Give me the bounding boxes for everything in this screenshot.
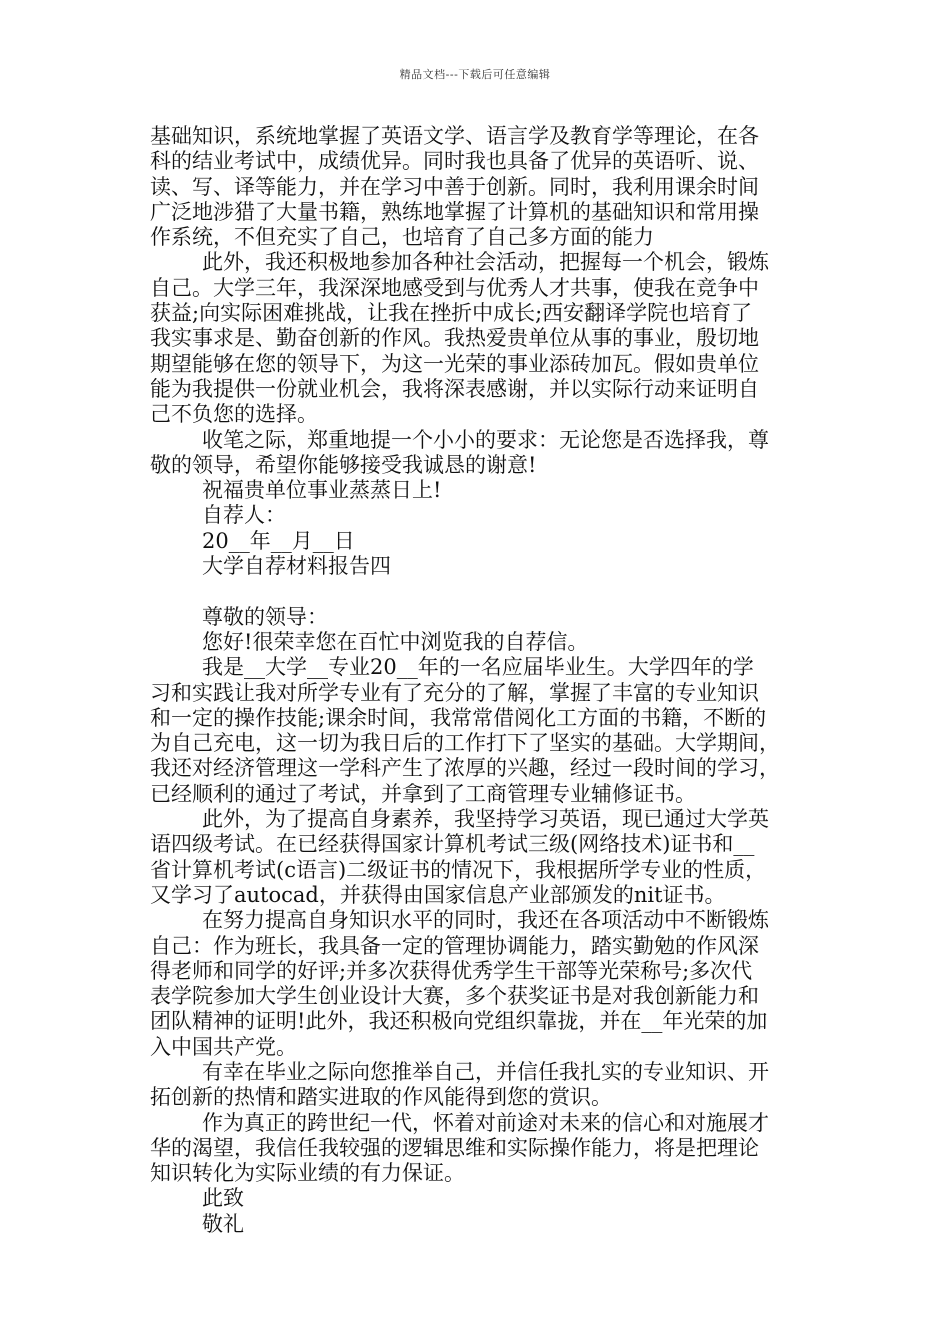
text-line: 科的结业考试中，成绩优异。同时我也具备了优异的英语听、说、	[150, 149, 759, 174]
document-body	[150, 124, 820, 1237]
text-line: 作系统，不但充实了自己，也培育了自己多方面的能力	[150, 225, 654, 250]
text-line: 在努力提高自身知识水平的同时，我还在各项活动中不断锻炼	[202, 908, 769, 933]
text-line: 此致	[202, 1186, 244, 1211]
text-line: 自己。大学三年，我深深地感受到与优秀人才共事，使我在竞争中	[150, 275, 759, 300]
text-line: 拓创新的热情和踏实进取的作风能得到您的赏识。	[150, 1085, 612, 1110]
text-line: 我实事求是、勤奋创新的作风。我热爱贵单位从事的事业，殷切地	[150, 326, 759, 351]
text-line: 此外，我还积极地参加各种社会活动，把握每一个机会，锻炼	[202, 250, 769, 275]
text-line: 己不负您的选择。	[150, 402, 318, 427]
text-line: 知识转化为实际业绩的有力保证。	[150, 1161, 465, 1186]
text-line: 作为真正的跨世纪一代，怀着对前途对未来的信心和对施展才	[202, 1110, 769, 1135]
text-line: 又学习了autocad，并获得由国家信息产业部颁发的nit证书。	[150, 882, 726, 907]
text-line: 团队精神的证明!此外，我还积极向党组织靠拢，并在__年光荣的加	[150, 1009, 768, 1034]
text-line: 和一定的操作技能;课余时间，我常常借阅化工方面的书籍，不断的	[150, 705, 767, 730]
text-line: 能为我提供一份就业机会，我将深表感谢，并以实际行动来证明自	[150, 376, 759, 401]
text-line: 已经顺利的通过了考试，并拿到了工商管理专业辅修证书。	[150, 781, 696, 806]
text-line: 收笔之际，郑重地提一个小小的要求：无论您是否选择我，尊	[202, 427, 769, 452]
text-line: 习和实践让我对所学专业有了充分的了解，掌握了丰富的专业知识	[150, 680, 759, 705]
page-header: 精品文档---下载后可任意编辑	[399, 68, 551, 81]
text-line: 20__年__月__日	[202, 528, 355, 553]
text-line: 大学自荐材料报告四	[202, 554, 391, 579]
text-line: 广泛地涉猎了大量书籍，熟练地掌握了计算机的基础知识和常用操	[150, 199, 759, 224]
text-line: 基础知识，系统地掌握了英语文学、语言学及教育学等理论，在各	[150, 124, 759, 148]
text-line: 尊敬的领导：	[202, 604, 328, 629]
text-line: 获益;向实际困难挑战，让我在挫折中成长;西安翻译学院也培育了	[150, 301, 753, 326]
text-line: 有幸在毕业之际向您推举自己，并信任我扎实的专业知识、开	[202, 1059, 769, 1084]
text-line: 我还对经济管理这一学科产生了浓厚的兴趣，经过一段时间的学习，	[150, 756, 780, 781]
text-line: 此外，为了提高自身素养，我坚持学习英语，现已通过大学英	[202, 807, 769, 832]
text-line: 我是__大学__专业20__年的一名应届毕业生。大学四年的学	[202, 655, 754, 680]
text-line: 您好!很荣幸您在百忙中浏览我的自荐信。	[202, 629, 589, 654]
text-line: 自己：作为班长，我具备一定的管理协调能力，踏实勤勉的作风深	[150, 933, 759, 958]
text-line: 敬的领导，希望你能够接受我诚恳的谢意!	[150, 452, 537, 477]
text-line: 自荐人：	[202, 503, 286, 528]
text-line: 入中国共产党。	[150, 1034, 297, 1059]
text-line: 为自己充电，这一切为我日后的工作打下了坚实的基础。大学期间，	[150, 731, 780, 756]
text-line: 省计算机考试(c语言)二级证书的情况下，我根据所学专业的性质，	[150, 857, 767, 882]
text-line: 敬礼	[202, 1211, 244, 1236]
text-line: 华的渴望，我信任我较强的逻辑思维和实际操作能力，将是把理论	[150, 1135, 759, 1160]
text-line: 祝福贵单位事业蒸蒸日上!	[202, 478, 442, 503]
text-line: 语四级考试。在已经获得国家计算机考试三级(网络技术)证书和__	[150, 832, 755, 857]
text-line: 表学院参加大学生创业设计大赛，多个获奖证书是对我创新能力和	[150, 984, 759, 1009]
text-line: 读、写、译等能力，并在学习中善于创新。同时，我利用课余时间	[150, 174, 759, 199]
text-line: 得老师和同学的好评;并多次获得优秀学生干部等光荣称号;多次代	[150, 958, 753, 983]
blank-line	[150, 579, 820, 604]
text-line: 期望能够在您的领导下，为这一光荣的事业添砖加瓦。假如贵单位	[150, 351, 759, 376]
